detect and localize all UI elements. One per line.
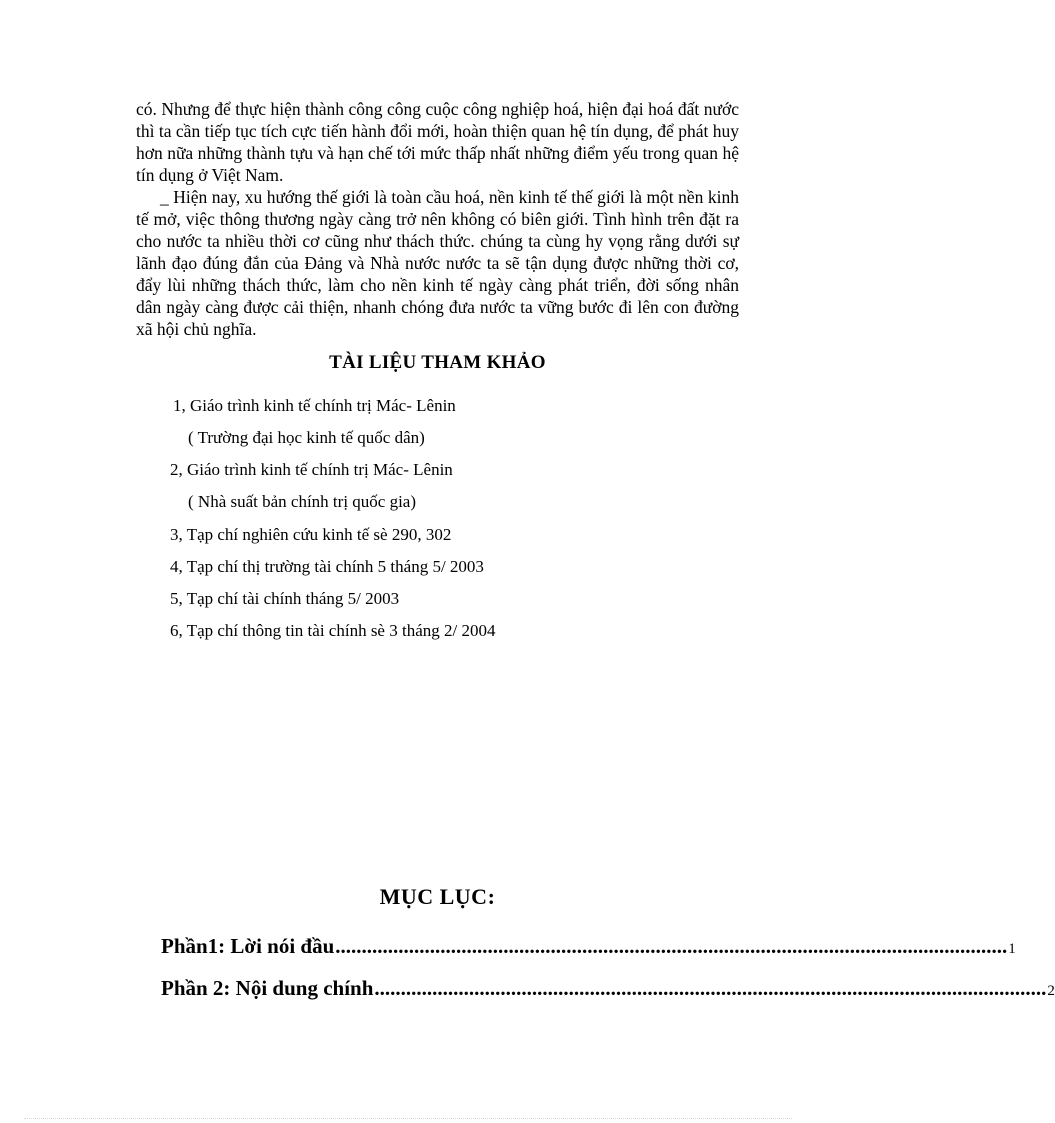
reference-item: 1, Giáo trình kinh tế chính trị Mác- Lênin bbox=[173, 396, 456, 415]
toc-entry-label: Phần1: Lời nói đầu bbox=[161, 934, 335, 958]
toc-entry-label: Phần 2: Nội dung chính bbox=[161, 976, 374, 1000]
paragraph-2: _ Hiện nay, xu hướng thế giới là toàn cầu hoá, nền kinh tế thế giới là một nền kinh tế mở, việc thông thương ngày càng trở nên không có biên giới. Tình hình trên đặt ra cho nước ta nhiều thời cơ cũng như thách thức. chúng ta cùng hy vọng rằng dưới sự lãnh đạo đúng đắn của Đảng và Nhà nước nước ta sẽ tận dụng được những thời cơ, đẩy lùi những thách thức, làm cho nền kinh tế ngày càng phát triển, đời sống nhân dân ngày càng được cải thiện, nhanh chóng đưa nước ta vững bước đi lên con đường xã hội chủ nghĩa. bbox=[136, 187, 739, 339]
toc-entry-2[interactable] bbox=[161, 976, 1055, 1001]
reference-note: ( Trường đại học kinh tế quốc dân) bbox=[188, 428, 425, 447]
reference-note: ( Nhà suất bản chính trị quốc gia) bbox=[188, 492, 417, 511]
toc-leader-dots: ................................................................................................................................ bbox=[374, 976, 1047, 1000]
reference-item: 4, Tạp chí thị trường tài chính 5 tháng 5/ 2003 bbox=[170, 557, 484, 576]
reference-item: 5, Tạp chí tài chính tháng 5/ 2003 bbox=[170, 589, 400, 608]
toc-title: MỤC LỤC: bbox=[379, 884, 496, 909]
reference-item: 2, Giáo trình kinh tế chính trị Mác- Lênin bbox=[170, 460, 453, 479]
toc-entry-1[interactable] bbox=[161, 934, 1016, 959]
conclusion-text bbox=[136, 98, 739, 340]
paragraph-1: có. Nhưng để thực hiện thành công công cuộc công nghiệp hoá, hiện đại hoá đất nước thì ta cần tiếp tục tích cực tiến hành đổi mới, hoàn thiện quan hệ tín dụng, để phát huy hơn nữa những thành tựu và hạn chế tới mức thấp nhất những điểm yếu trong quan hệ tín dụng ở Việt Nam. bbox=[136, 99, 739, 185]
reference-item: 3, Tạp chí nghiên cứu kinh tế sè 290, 302 bbox=[170, 525, 452, 544]
toc-entry-page: 1 bbox=[1008, 941, 1016, 957]
toc-entry-page: 2 bbox=[1047, 983, 1055, 999]
references-title: TÀI LIỆU THAM KHẢO bbox=[329, 352, 546, 373]
toc-leader-dots: ................................................................................................................................ bbox=[335, 934, 1008, 958]
page-bottom-border bbox=[24, 1118, 792, 1119]
reference-item: 6, Tạp chí thông tin tài chính sè 3 tháng 2/ 2004 bbox=[170, 621, 496, 640]
